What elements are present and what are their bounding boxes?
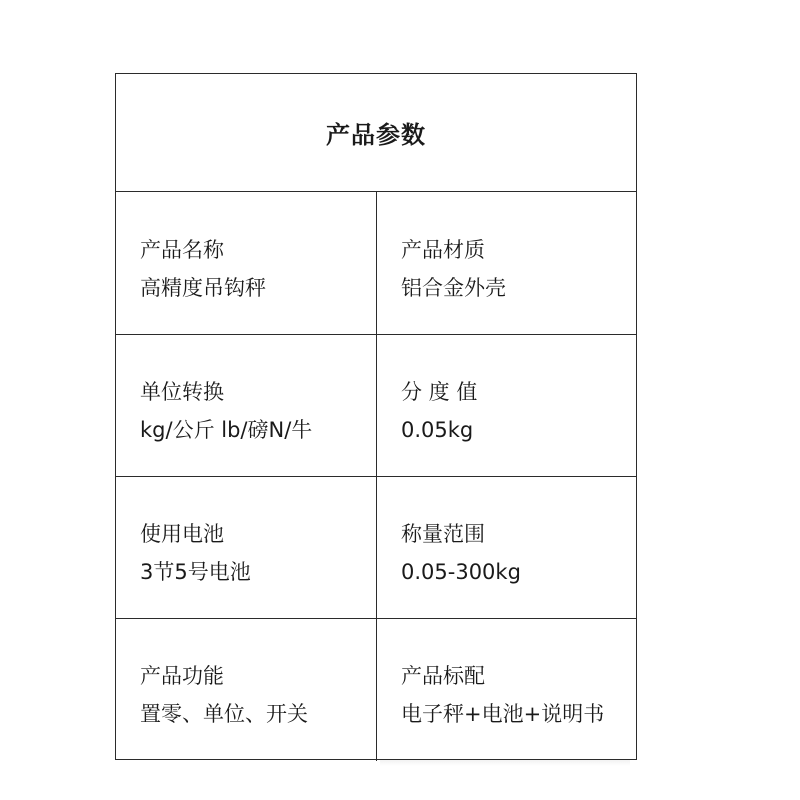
- spec-cell-division: [377, 334, 636, 476]
- spec-value: 高精度吊钩秤: [140, 276, 266, 300]
- spec-label: 产品标配: [401, 664, 485, 688]
- spec-value: 0.05-300kg: [401, 560, 521, 584]
- spec-label: 单位转换: [140, 380, 224, 404]
- spec-cell-package: [377, 618, 636, 761]
- table-row: [116, 476, 636, 619]
- table-title-row: [116, 74, 636, 192]
- spec-cell-functions: [116, 618, 377, 761]
- spec-value: 3节5号电池: [140, 560, 251, 584]
- spec-value: 铝合金外壳: [401, 276, 506, 300]
- spec-cell-unit-conversion: [116, 334, 377, 476]
- spec-value: kg/公斤 lb/磅N/牛: [140, 418, 313, 442]
- spec-cell-product-name: [116, 192, 377, 334]
- spec-label: 产品材质: [401, 238, 485, 262]
- table-row: [116, 192, 636, 335]
- spec-cell-weighing-range: [377, 476, 636, 618]
- product-spec-table: [115, 73, 637, 760]
- table-title: 产品参数: [326, 121, 426, 149]
- spec-label: 产品名称: [140, 238, 224, 262]
- spec-cell-material: [377, 192, 636, 334]
- spec-label: 使用电池: [140, 522, 224, 546]
- cropped-edge-shadow: [380, 760, 630, 766]
- spec-label: 产品功能: [140, 664, 224, 688]
- spec-value: 置零、单位、开关: [140, 702, 308, 726]
- spec-label: 称量范围: [401, 522, 485, 546]
- spec-value: 0.05kg: [401, 418, 474, 442]
- spec-label: 分 度 值: [401, 380, 478, 404]
- spec-cell-battery: [116, 476, 377, 618]
- spec-value: 电子秤+电池+说明书: [401, 702, 605, 726]
- table-row: [116, 618, 636, 761]
- table-row: [116, 334, 636, 477]
